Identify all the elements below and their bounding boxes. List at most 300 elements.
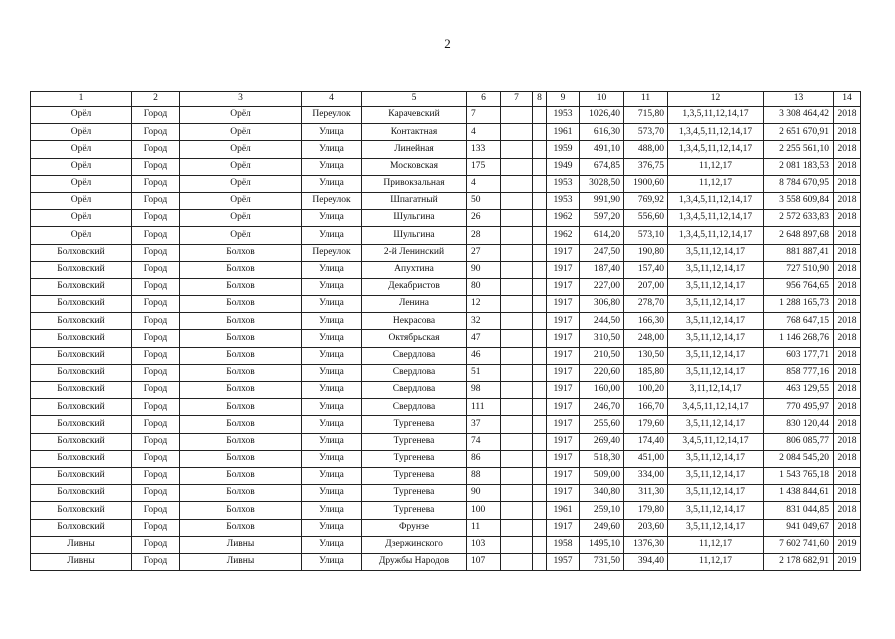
settlement-type-cell: Город (132, 175, 180, 192)
column-number-header: 3 (180, 92, 302, 107)
corpus-cell (501, 347, 533, 364)
year-built-cell: 1917 (547, 450, 580, 467)
settlement-type-cell: Город (132, 536, 180, 553)
settlement-cell: Орёл (180, 175, 302, 192)
living-area-cell: 166,30 (624, 313, 668, 330)
work-types-cell: 3,5,11,12,14,17 (668, 416, 764, 433)
building-cell (533, 278, 547, 295)
street-type-cell: Улица (302, 485, 362, 502)
building-cell (533, 382, 547, 399)
settlement-cell: Болхов (180, 416, 302, 433)
column-number-header: 9 (547, 92, 580, 107)
building-cell (533, 433, 547, 450)
house-number-cell: 26 (467, 210, 501, 227)
living-area-cell: 573,70 (624, 124, 668, 141)
total-area-cell: 491,10 (580, 141, 624, 158)
living-area-cell: 157,40 (624, 261, 668, 278)
year-cell: 2018 (834, 210, 861, 227)
building-cell (533, 141, 547, 158)
year-built-cell: 1917 (547, 364, 580, 381)
year-built-cell: 1953 (547, 107, 580, 124)
corpus-cell (501, 467, 533, 484)
year-built-cell: 1917 (547, 399, 580, 416)
street-type-cell: Улица (302, 450, 362, 467)
cost-cell: 1 146 268,76 (764, 330, 834, 347)
year-cell: 2018 (834, 278, 861, 295)
house-number-cell: 74 (467, 433, 501, 450)
cost-cell: 2 255 561,10 (764, 141, 834, 158)
total-area-cell: 991,90 (580, 192, 624, 209)
year-cell: 2018 (834, 467, 861, 484)
street-name-cell: Свердлова (362, 364, 467, 381)
living-area-cell: 1376,30 (624, 536, 668, 553)
street-type-cell: Улица (302, 261, 362, 278)
settlement-cell: Орёл (180, 192, 302, 209)
street-type-cell: Улица (302, 124, 362, 141)
column-number-header: 14 (834, 92, 861, 107)
street-type-cell: Улица (302, 433, 362, 450)
settlement-cell: Болхов (180, 485, 302, 502)
work-types-cell: 1,3,4,5,11,12,14,17 (668, 124, 764, 141)
cost-cell: 831 044,85 (764, 502, 834, 519)
total-area-cell: 1495,10 (580, 536, 624, 553)
cost-cell: 3 308 464,42 (764, 107, 834, 124)
cost-cell: 770 495,97 (764, 399, 834, 416)
corpus-cell (501, 261, 533, 278)
settlement-cell: Орёл (180, 158, 302, 175)
table-row (31, 382, 861, 399)
corpus-cell (501, 399, 533, 416)
building-cell (533, 536, 547, 553)
year-built-cell: 1917 (547, 261, 580, 278)
district-cell: Болховский (31, 278, 132, 295)
district-cell: Болховский (31, 399, 132, 416)
settlement-cell: Болхов (180, 433, 302, 450)
building-cell (533, 347, 547, 364)
cost-cell: 7 602 741,60 (764, 536, 834, 553)
year-cell: 2018 (834, 519, 861, 536)
year-built-cell: 1957 (547, 553, 580, 570)
total-area-cell: 249,60 (580, 519, 624, 536)
street-name-cell: Карачевский (362, 107, 467, 124)
year-built-cell: 1949 (547, 158, 580, 175)
corpus-cell (501, 296, 533, 313)
settlement-type-cell: Город (132, 227, 180, 244)
living-area-cell: 248,00 (624, 330, 668, 347)
living-area-cell: 394,40 (624, 553, 668, 570)
table-row (31, 416, 861, 433)
house-number-cell: 80 (467, 278, 501, 295)
building-cell (533, 227, 547, 244)
corpus-cell (501, 433, 533, 450)
house-number-cell: 4 (467, 124, 501, 141)
work-types-cell: 3,5,11,12,14,17 (668, 450, 764, 467)
house-number-cell: 100 (467, 502, 501, 519)
work-types-cell: 1,3,4,5,11,12,14,17 (668, 192, 764, 209)
column-number-header: 10 (580, 92, 624, 107)
house-number-cell: 27 (467, 244, 501, 261)
table-row (31, 399, 861, 416)
table-row (31, 467, 861, 484)
building-cell (533, 502, 547, 519)
building-cell (533, 416, 547, 433)
table-row (31, 330, 861, 347)
cost-cell: 2 572 633,83 (764, 210, 834, 227)
year-cell: 2018 (834, 261, 861, 278)
house-number-cell: 4 (467, 175, 501, 192)
corpus-cell (501, 124, 533, 141)
street-name-cell: Некрасова (362, 313, 467, 330)
work-types-cell: 3,5,11,12,14,17 (668, 244, 764, 261)
total-area-cell: 674,85 (580, 158, 624, 175)
settlement-type-cell: Город (132, 399, 180, 416)
living-area-cell: 556,60 (624, 210, 668, 227)
settlement-cell: Орёл (180, 141, 302, 158)
total-area-cell: 306,80 (580, 296, 624, 313)
street-type-cell: Улица (302, 330, 362, 347)
street-name-cell: Апухтина (362, 261, 467, 278)
settlement-cell: Орёл (180, 227, 302, 244)
building-cell (533, 467, 547, 484)
corpus-cell (501, 485, 533, 502)
corpus-cell (501, 536, 533, 553)
street-name-cell: Шульгина (362, 210, 467, 227)
column-number-header: 4 (302, 92, 362, 107)
building-cell (533, 450, 547, 467)
year-cell: 2018 (834, 244, 861, 261)
column-number-header: 6 (467, 92, 501, 107)
district-cell: Орёл (31, 227, 132, 244)
house-number-cell: 90 (467, 485, 501, 502)
total-area-cell: 227,00 (580, 278, 624, 295)
building-cell (533, 485, 547, 502)
column-number-header: 8 (533, 92, 547, 107)
house-number-cell: 50 (467, 192, 501, 209)
corpus-cell (501, 227, 533, 244)
year-built-cell: 1917 (547, 347, 580, 364)
street-name-cell: Ленина (362, 296, 467, 313)
year-cell: 2018 (834, 450, 861, 467)
building-cell (533, 364, 547, 381)
total-area-cell: 310,50 (580, 330, 624, 347)
living-area-cell: 573,10 (624, 227, 668, 244)
settlement-type-cell: Город (132, 141, 180, 158)
street-name-cell: Тургенева (362, 502, 467, 519)
column-number-header: 1 (31, 92, 132, 107)
year-built-cell: 1917 (547, 433, 580, 450)
year-built-cell: 1962 (547, 210, 580, 227)
year-built-cell: 1917 (547, 244, 580, 261)
street-name-cell: Тургенева (362, 485, 467, 502)
settlement-cell: Болхов (180, 467, 302, 484)
work-types-cell: 3,5,11,12,14,17 (668, 313, 764, 330)
street-type-cell: Улица (302, 278, 362, 295)
house-number-cell: 32 (467, 313, 501, 330)
cost-cell: 1 288 165,73 (764, 296, 834, 313)
settlement-type-cell: Город (132, 278, 180, 295)
work-types-cell: 1,3,5,11,12,14,17 (668, 107, 764, 124)
work-types-cell: 3,5,11,12,14,17 (668, 278, 764, 295)
corpus-cell (501, 553, 533, 570)
year-built-cell: 1917 (547, 485, 580, 502)
street-name-cell: Привокзальная (362, 175, 467, 192)
street-type-cell: Улица (302, 553, 362, 570)
district-cell: Орёл (31, 192, 132, 209)
cost-cell: 2 648 897,68 (764, 227, 834, 244)
settlement-type-cell: Город (132, 124, 180, 141)
cost-cell: 858 777,16 (764, 364, 834, 381)
year-built-cell: 1917 (547, 296, 580, 313)
street-type-cell: Улица (302, 313, 362, 330)
settlement-cell: Болхов (180, 399, 302, 416)
building-cell (533, 330, 547, 347)
year-cell: 2018 (834, 313, 861, 330)
street-type-cell: Улица (302, 467, 362, 484)
corpus-cell (501, 278, 533, 295)
corpus-cell (501, 330, 533, 347)
district-cell: Орёл (31, 141, 132, 158)
building-cell (533, 519, 547, 536)
table-row (31, 158, 861, 175)
settlement-type-cell: Город (132, 382, 180, 399)
street-type-cell: Улица (302, 519, 362, 536)
street-name-cell: Октябрьская (362, 330, 467, 347)
year-built-cell: 1917 (547, 519, 580, 536)
house-number-cell: 28 (467, 227, 501, 244)
street-type-cell: Улица (302, 210, 362, 227)
street-type-cell: Улица (302, 141, 362, 158)
work-types-cell: 3,5,11,12,14,17 (668, 261, 764, 278)
street-name-cell: Фрунзе (362, 519, 467, 536)
year-built-cell: 1917 (547, 382, 580, 399)
living-area-cell: 190,80 (624, 244, 668, 261)
corpus-cell (501, 158, 533, 175)
table-row (31, 261, 861, 278)
street-type-cell: Улица (302, 347, 362, 364)
house-number-cell: 12 (467, 296, 501, 313)
district-cell: Болховский (31, 261, 132, 278)
total-area-cell: 210,50 (580, 347, 624, 364)
year-built-cell: 1961 (547, 124, 580, 141)
work-types-cell: 3,5,11,12,14,17 (668, 364, 764, 381)
building-cell (533, 124, 547, 141)
building-cell (533, 399, 547, 416)
total-area-cell: 1026,40 (580, 107, 624, 124)
living-area-cell: 174,40 (624, 433, 668, 450)
table-row (31, 296, 861, 313)
settlement-cell: Орёл (180, 210, 302, 227)
column-number-row (31, 92, 861, 107)
total-area-cell: 731,50 (580, 553, 624, 570)
table-row (31, 433, 861, 450)
corpus-cell (501, 107, 533, 124)
district-cell: Болховский (31, 364, 132, 381)
year-built-cell: 1959 (547, 141, 580, 158)
street-type-cell: Переулок (302, 192, 362, 209)
district-cell: Болховский (31, 347, 132, 364)
table-row (31, 124, 861, 141)
total-area-cell: 259,10 (580, 502, 624, 519)
street-type-cell: Улица (302, 364, 362, 381)
living-area-cell: 488,00 (624, 141, 668, 158)
year-cell: 2018 (834, 175, 861, 192)
district-cell: Болховский (31, 467, 132, 484)
table-row (31, 364, 861, 381)
work-types-cell: 3,5,11,12,14,17 (668, 347, 764, 364)
building-cell (533, 261, 547, 278)
building-cell (533, 158, 547, 175)
table-row (31, 227, 861, 244)
year-cell: 2018 (834, 399, 861, 416)
settlement-cell: Болхов (180, 347, 302, 364)
settlement-type-cell: Город (132, 467, 180, 484)
house-number-cell: 90 (467, 261, 501, 278)
house-number-cell: 175 (467, 158, 501, 175)
house-number-cell: 103 (467, 536, 501, 553)
total-area-cell: 255,60 (580, 416, 624, 433)
district-cell: Болховский (31, 416, 132, 433)
street-name-cell: Дзержинского (362, 536, 467, 553)
column-number-header: 2 (132, 92, 180, 107)
settlement-type-cell: Город (132, 244, 180, 261)
building-cell (533, 210, 547, 227)
corpus-cell (501, 450, 533, 467)
street-type-cell: Улица (302, 296, 362, 313)
work-types-cell: 3,5,11,12,14,17 (668, 296, 764, 313)
district-cell: Ливны (31, 553, 132, 570)
house-number-cell: 11 (467, 519, 501, 536)
table-row (31, 519, 861, 536)
cost-cell: 2 651 670,91 (764, 124, 834, 141)
street-name-cell: Линейная (362, 141, 467, 158)
district-cell: Болховский (31, 313, 132, 330)
house-number-cell: 88 (467, 467, 501, 484)
street-type-cell: Улица (302, 382, 362, 399)
year-built-cell: 1917 (547, 278, 580, 295)
street-type-cell: Улица (302, 158, 362, 175)
district-cell: Болховский (31, 330, 132, 347)
house-number-cell: 46 (467, 347, 501, 364)
corpus-cell (501, 141, 533, 158)
settlement-cell: Болхов (180, 450, 302, 467)
corpus-cell (501, 416, 533, 433)
total-area-cell: 246,70 (580, 399, 624, 416)
year-cell: 2018 (834, 416, 861, 433)
building-cell (533, 192, 547, 209)
cost-cell: 603 177,71 (764, 347, 834, 364)
settlement-cell: Ливны (180, 553, 302, 570)
column-number-header: 12 (668, 92, 764, 107)
living-area-cell: 203,60 (624, 519, 668, 536)
table-row (31, 107, 861, 124)
living-area-cell: 100,20 (624, 382, 668, 399)
settlement-type-cell: Город (132, 502, 180, 519)
settlement-cell: Орёл (180, 124, 302, 141)
work-types-cell: 3,5,11,12,14,17 (668, 519, 764, 536)
street-name-cell: Тургенева (362, 450, 467, 467)
living-area-cell: 376,75 (624, 158, 668, 175)
table-row (31, 347, 861, 364)
total-area-cell: 597,20 (580, 210, 624, 227)
cost-cell: 463 129,55 (764, 382, 834, 399)
corpus-cell (501, 192, 533, 209)
year-cell: 2018 (834, 347, 861, 364)
street-name-cell: Шульгина (362, 227, 467, 244)
year-built-cell: 1961 (547, 502, 580, 519)
living-area-cell: 451,00 (624, 450, 668, 467)
settlement-type-cell: Город (132, 416, 180, 433)
column-number-header: 13 (764, 92, 834, 107)
work-types-cell: 3,11,12,14,17 (668, 382, 764, 399)
cost-cell: 768 647,15 (764, 313, 834, 330)
settlement-cell: Болхов (180, 519, 302, 536)
district-cell: Орёл (31, 158, 132, 175)
settlement-type-cell: Город (132, 519, 180, 536)
table-row (31, 502, 861, 519)
settlement-type-cell: Город (132, 296, 180, 313)
year-cell: 2018 (834, 227, 861, 244)
year-cell: 2018 (834, 364, 861, 381)
living-area-cell: 130,50 (624, 347, 668, 364)
street-type-cell: Переулок (302, 244, 362, 261)
total-area-cell: 220,60 (580, 364, 624, 381)
table-row (31, 485, 861, 502)
total-area-cell: 247,50 (580, 244, 624, 261)
table-row (31, 278, 861, 295)
corpus-cell (501, 364, 533, 381)
street-type-cell: Переулок (302, 107, 362, 124)
living-area-cell: 334,00 (624, 467, 668, 484)
street-name-cell: 2-й Ленинский (362, 244, 467, 261)
total-area-cell: 244,50 (580, 313, 624, 330)
building-cell (533, 296, 547, 313)
year-cell: 2018 (834, 433, 861, 450)
settlement-type-cell: Город (132, 433, 180, 450)
building-cell (533, 244, 547, 261)
settlement-cell: Болхов (180, 364, 302, 381)
settlement-cell: Болхов (180, 502, 302, 519)
house-number-cell: 86 (467, 450, 501, 467)
street-name-cell: Свердлова (362, 382, 467, 399)
street-type-cell: Улица (302, 399, 362, 416)
district-cell: Болховский (31, 244, 132, 261)
building-cell (533, 313, 547, 330)
house-number-cell: 111 (467, 399, 501, 416)
settlement-cell: Болхов (180, 278, 302, 295)
work-types-cell: 1,3,4,5,11,12,14,17 (668, 227, 764, 244)
work-types-cell: 3,5,11,12,14,17 (668, 330, 764, 347)
district-cell: Болховский (31, 382, 132, 399)
corpus-cell (501, 313, 533, 330)
cost-cell: 830 120,44 (764, 416, 834, 433)
street-name-cell: Шпагатный (362, 192, 467, 209)
living-area-cell: 179,60 (624, 416, 668, 433)
work-types-cell: 11,12,17 (668, 175, 764, 192)
year-cell: 2019 (834, 553, 861, 570)
year-cell: 2018 (834, 141, 861, 158)
work-types-cell: 11,12,17 (668, 158, 764, 175)
total-area-cell: 187,40 (580, 261, 624, 278)
year-cell: 2018 (834, 485, 861, 502)
year-built-cell: 1917 (547, 416, 580, 433)
settlement-type-cell: Город (132, 450, 180, 467)
building-cell (533, 107, 547, 124)
house-number-cell: 98 (467, 382, 501, 399)
total-area-cell: 616,30 (580, 124, 624, 141)
work-types-cell: 3,5,11,12,14,17 (668, 502, 764, 519)
cost-cell: 1 543 765,18 (764, 467, 834, 484)
house-number-cell: 47 (467, 330, 501, 347)
